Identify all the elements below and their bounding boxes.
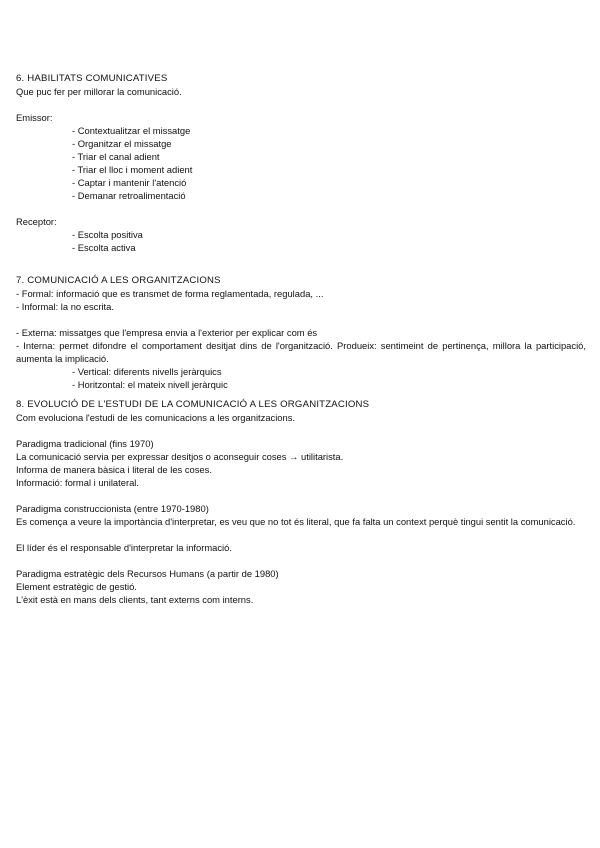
paradigm-2-title: Paradigma construccionista (entre 1970-1980) (16, 503, 209, 514)
paradigm-2-line: El líder és el responsable d'interpretar la informació. (16, 542, 232, 553)
emissor-item: - Demanar retroalimentació (72, 190, 186, 201)
externa-line: - Externa: missatges que l'empresa envia a l'exterior per explicar com és (16, 327, 318, 338)
paradigm-1-title: Paradigma tradicional (fins 1970) (16, 438, 154, 449)
section-8-title: 8. EVOLUCIÓ DE L'ESTUDI DE LA COMUNICACIÓ A LES ORGANITZACIONS (16, 399, 370, 410)
horitzontal-line: - Horitzontal: el mateix nivell jeràrquic (72, 379, 228, 390)
informal-line: - Informal: la no escrita. (16, 301, 114, 312)
paradigm-3-line: L'èxit està en mans dels clients, tant externs com interns. (16, 594, 254, 605)
receptor-label: Receptor: (16, 216, 57, 227)
receptor-item: - Escolta activa (72, 242, 136, 253)
emissor-item: - Captar i mantenir l'atenció (72, 177, 187, 188)
emissor-item: - Triar el lloc i moment adient (72, 164, 193, 175)
interna-paragraph: - Interna: permet difondre el comportament desitjat dins de l'organització. Produeix: sentimeint de pertinença, millora la participació, aumenta la implicació. (16, 340, 586, 364)
section-6-subtitle: Que puc fer per millorar la comunicació. (16, 86, 182, 97)
emissor-label: Emissor: (16, 112, 53, 123)
paradigm-1-line: Informa de manera bàsica i literal de les coses. (16, 464, 212, 475)
document-page (16, 72, 586, 606)
formal-line: - Formal: informació que es transmet de forma reglamentada, regulada, ... (16, 288, 324, 299)
section-7-title: 7. COMUNICACIÓ A LES ORGANITZACIONS (16, 275, 221, 286)
paradigm-1-line: La comunicació servia per expressar desitjos o aconseguir coses → utilitarista. (16, 451, 344, 462)
receptor-item: - Escolta positiva (72, 229, 143, 240)
paradigm-3-line: Element estratègic de gestió. (16, 581, 137, 592)
emissor-item: - Triar el canal adient (72, 151, 160, 162)
paradigm-3-title: Paradigma estratègic dels Recursos Humans (a partir de 1980) (16, 568, 279, 579)
emissor-item: - Organitzar el missatge (72, 138, 172, 149)
section-6-title: 6. HABILITATS COMUNICATIVES (16, 73, 168, 84)
section-8-subtitle: Com evoluciona l'estudi de les comunicacions a les organitzacions. (16, 412, 296, 423)
paradigm-1-line: Informació: formal i unilateral. (16, 477, 139, 488)
paradigm-2-paragraph: Es comença a veure la importància d'interpretar, es veu que no tot és literal, que fa falta un context perquè tingui sentit la comunicació. (16, 516, 576, 527)
emissor-item: - Contextualitzar el missatge (72, 125, 191, 136)
vertical-line: - Vertical: diferents nivells jeràrquics (72, 366, 222, 377)
